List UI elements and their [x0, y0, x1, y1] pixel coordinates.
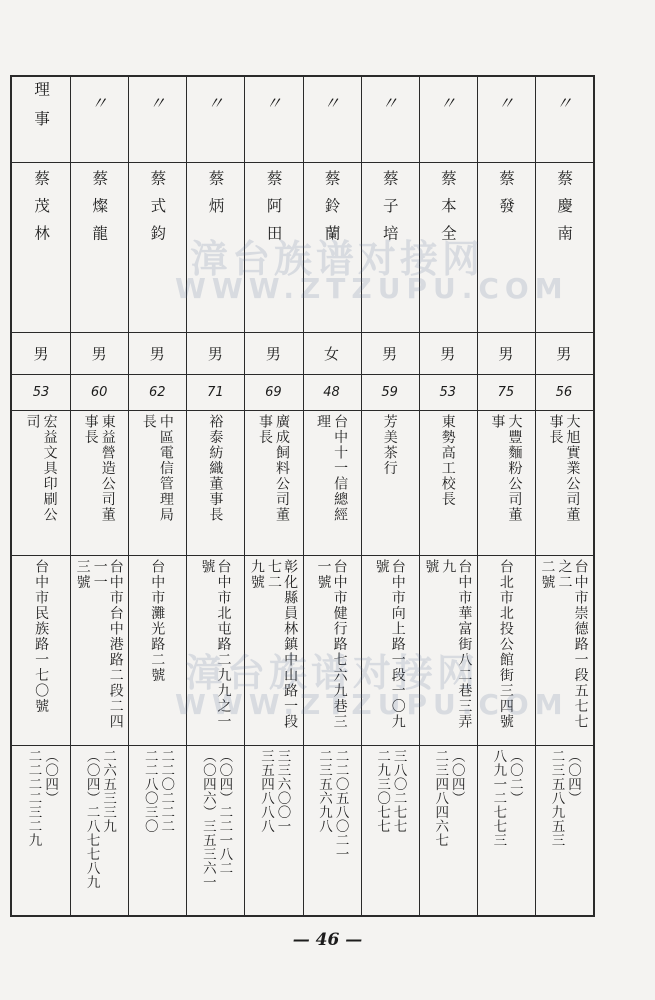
address-cell [186, 559, 244, 741]
member-position-line: 事長 [547, 414, 564, 445]
position-cell [303, 414, 361, 551]
member-position-line: 司 [24, 414, 41, 430]
member-column [12, 77, 70, 915]
role-title: 〃 [439, 94, 457, 114]
column-divider [186, 77, 187, 915]
member-age: 62 [148, 384, 166, 400]
phone-cell [477, 749, 535, 913]
member-phone-line: 二三五八九五三 [548, 749, 565, 847]
address-cell [244, 559, 302, 741]
member-name: 蔡慶南 [555, 170, 574, 253]
role-title: 〃 [555, 94, 573, 114]
member-column [303, 77, 361, 915]
phone-cell [361, 749, 419, 913]
member-column [128, 77, 186, 915]
position-cell [477, 414, 535, 551]
member-position-line: 芳美茶行 [381, 414, 398, 476]
member-phone-line: 三八〇二七七 [390, 749, 407, 833]
position-cell [535, 414, 593, 551]
position-cell [128, 414, 186, 551]
role-title: 〃 [90, 94, 108, 114]
member-phone-line: （〇四） [42, 749, 59, 805]
member-phone-line: 二九三〇七七 [374, 749, 391, 833]
member-position-line: 裕泰紡織董事長 [207, 414, 224, 523]
column-divider [303, 77, 304, 915]
member-age: 53 [32, 384, 50, 400]
member-position-line: 大豐麵粉公司董 [506, 414, 523, 523]
role-cell [361, 81, 419, 158]
member-column [244, 77, 302, 915]
name-cell [244, 166, 302, 328]
name-cell [70, 166, 128, 328]
age-cell [535, 378, 593, 406]
member-position-line: 理 [315, 414, 332, 430]
member-name: 蔡燦龍 [90, 170, 109, 253]
member-sex: 女 [324, 344, 340, 363]
member-address-line: 台中市北屯路二九九之一號 [199, 559, 232, 730]
column-divider [70, 77, 71, 915]
watermark-text-lower: 漳台族谱对接网 [185, 650, 480, 695]
member-phone-line: （〇四）二八七七八九 [83, 749, 100, 889]
name-cell [361, 166, 419, 328]
sex-cell [70, 336, 128, 370]
member-position-line: 事長 [256, 414, 273, 445]
member-phone-line: 二二八〇三〇 [141, 749, 158, 833]
column-divider [477, 77, 478, 915]
position-cell [244, 414, 302, 551]
member-name: 蔡本全 [438, 170, 457, 253]
role-title: 〃 [381, 94, 399, 114]
phone-cell [303, 749, 361, 913]
sex-cell [128, 336, 186, 370]
member-phone-line: 二二〇五八〇二一 [332, 749, 349, 861]
member-sex: 男 [265, 344, 281, 363]
member-position-line: 東勢高工校長 [439, 414, 456, 507]
member-phone-line: （〇二） [506, 749, 523, 805]
member-address-line: 台中市華富街八二巷三弄九 [440, 559, 473, 730]
member-column [186, 77, 244, 915]
name-cell [303, 166, 361, 328]
sex-cell [12, 336, 70, 370]
watermark-url-lower: WWW.ZTZUPU.COM [175, 688, 569, 721]
name-cell [535, 166, 593, 328]
role-cell [186, 81, 244, 158]
phone-cell [419, 749, 477, 913]
position-cell [361, 414, 419, 551]
member-position-line: 台中十一信總經 [332, 414, 349, 523]
member-position-line: 事長 [82, 414, 99, 445]
member-age: 59 [381, 384, 398, 400]
age-cell [186, 378, 244, 406]
member-position-line: 中區電信管理局 [157, 414, 174, 523]
role-title: 理事 [32, 81, 51, 140]
role-title: 〃 [264, 94, 282, 114]
member-sex: 男 [149, 344, 165, 363]
member-phone-line: 二二二二三二九 [25, 749, 42, 847]
member-column [419, 77, 477, 915]
role-title: 〃 [497, 94, 515, 114]
address-cell [477, 559, 535, 741]
member-address-line: 台中市健行路七六九巷三一號 [315, 559, 348, 730]
member-column [535, 77, 593, 915]
age-cell [361, 378, 419, 406]
member-position-line: 大旭實業公司董 [564, 414, 581, 523]
member-address-line: 三號 [74, 559, 91, 590]
column-divider [244, 77, 245, 915]
role-cell [535, 81, 593, 158]
member-age: 60 [90, 384, 108, 400]
sex-cell [244, 336, 302, 370]
member-sex: 男 [498, 344, 514, 363]
member-age: 53 [439, 384, 456, 400]
role-cell [303, 81, 361, 158]
watermark-text: 漳台族谱对接网 [190, 236, 485, 281]
sex-cell [477, 336, 535, 370]
member-position-line: 事 [489, 414, 506, 430]
address-cell [12, 559, 70, 741]
phone-cell [186, 749, 244, 913]
role-title: 〃 [206, 94, 224, 114]
member-phone-line: 三三六〇〇一 [274, 749, 291, 833]
member-phone-line: （〇四）二二一八二 [216, 749, 233, 875]
name-cell [12, 166, 70, 328]
age-cell [419, 378, 477, 406]
sex-cell [535, 336, 593, 370]
address-cell [535, 559, 593, 741]
member-name: 蔡子培 [380, 170, 399, 253]
member-address-line: 台中市台中港路二段二四一一 [91, 559, 124, 730]
member-age: 48 [323, 384, 340, 400]
name-cell [186, 166, 244, 328]
member-age: 75 [497, 384, 515, 400]
member-address-line: 二號 [539, 559, 556, 590]
address-cell [70, 559, 128, 741]
role-cell [12, 81, 70, 158]
age-cell [244, 378, 302, 406]
address-cell [361, 559, 419, 741]
page-number: — 46 — [292, 930, 363, 950]
member-address-line: 台中市崇德路一段五七七之二 [556, 559, 589, 730]
member-name: 蔡茂林 [32, 170, 51, 253]
member-phone-line: 三五四八八八 [257, 749, 274, 833]
member-sex: 男 [91, 344, 107, 363]
name-cell [128, 166, 186, 328]
age-cell [128, 378, 186, 406]
member-phone-line: 二二〇二二二 [158, 749, 175, 833]
sex-cell [361, 336, 419, 370]
member-position-line: 宏益文具印刷公 [41, 414, 58, 523]
column-divider [535, 77, 536, 915]
address-cell [128, 559, 186, 741]
age-cell [12, 378, 70, 406]
watermark-url: WWW.ZTZUPU.COM [175, 272, 569, 305]
position-cell [419, 414, 477, 551]
member-phone-line: 二六五三三九 [100, 749, 117, 833]
role-cell [477, 81, 535, 158]
phone-cell [244, 749, 302, 913]
member-sex: 男 [556, 344, 572, 363]
age-cell [303, 378, 361, 406]
age-cell [70, 378, 128, 406]
position-cell [70, 414, 128, 551]
age-cell [477, 378, 535, 406]
role-cell [244, 81, 302, 158]
role-title: 〃 [323, 94, 341, 114]
member-address-line: 台北市北投公館街三四號 [497, 559, 514, 730]
phone-cell [128, 749, 186, 913]
member-name: 蔡炳 [206, 170, 225, 225]
member-phone-line: （〇四） [564, 749, 581, 805]
member-address-line: 九號 [248, 559, 265, 590]
member-column [70, 77, 128, 915]
roster-table [10, 75, 595, 917]
address-cell [419, 559, 477, 741]
name-cell [477, 166, 535, 328]
member-phone-line: （〇四六）三五三六一 [199, 749, 216, 889]
member-column [361, 77, 419, 915]
member-age: 71 [207, 384, 224, 400]
role-cell [70, 81, 128, 158]
member-name: 蔡發 [496, 170, 515, 225]
member-phone-line: 八九一二七七三 [490, 749, 507, 847]
member-sex: 男 [33, 344, 49, 363]
member-position-line: 廣成飼料公司董 [274, 414, 291, 523]
member-phone-line: 二三五六九八 [316, 749, 333, 833]
member-sex: 男 [207, 344, 223, 363]
column-divider [419, 77, 420, 915]
member-position-line: 東益營造公司董 [99, 414, 116, 523]
member-address-line: 號 [423, 559, 440, 575]
member-address-line: 台中市灘光路二號 [149, 559, 166, 683]
column-divider [361, 77, 362, 915]
member-sex: 男 [440, 344, 456, 363]
member-sex: 男 [382, 344, 398, 363]
phone-cell [12, 749, 70, 913]
address-cell [303, 559, 361, 741]
sex-cell [186, 336, 244, 370]
position-cell [12, 414, 70, 551]
role-title: 〃 [148, 94, 166, 114]
sex-cell [303, 336, 361, 370]
member-name: 蔡式鈞 [148, 170, 167, 253]
phone-cell [70, 749, 128, 913]
member-address-line: 台中市民族路一七〇號 [33, 559, 50, 714]
member-position-line: 長 [140, 414, 157, 430]
member-address-line: 彰化縣員林鎮中山路一段七二 [265, 559, 299, 730]
member-column [477, 77, 535, 915]
member-phone-line: 二三四八四六七 [432, 749, 449, 847]
column-divider [128, 77, 129, 915]
member-phone-line: （〇四） [448, 749, 465, 805]
member-name: 蔡鈴蘭 [322, 170, 341, 253]
member-age: 56 [555, 384, 573, 400]
position-cell [186, 414, 244, 551]
member-age: 69 [265, 384, 282, 400]
name-cell [419, 166, 477, 328]
role-cell [419, 81, 477, 158]
sex-cell [419, 336, 477, 370]
phone-cell [535, 749, 593, 913]
member-address-line: 台中市向上路一段一〇九號 [373, 559, 406, 730]
role-cell [128, 81, 186, 158]
member-name: 蔡阿田 [264, 170, 283, 253]
